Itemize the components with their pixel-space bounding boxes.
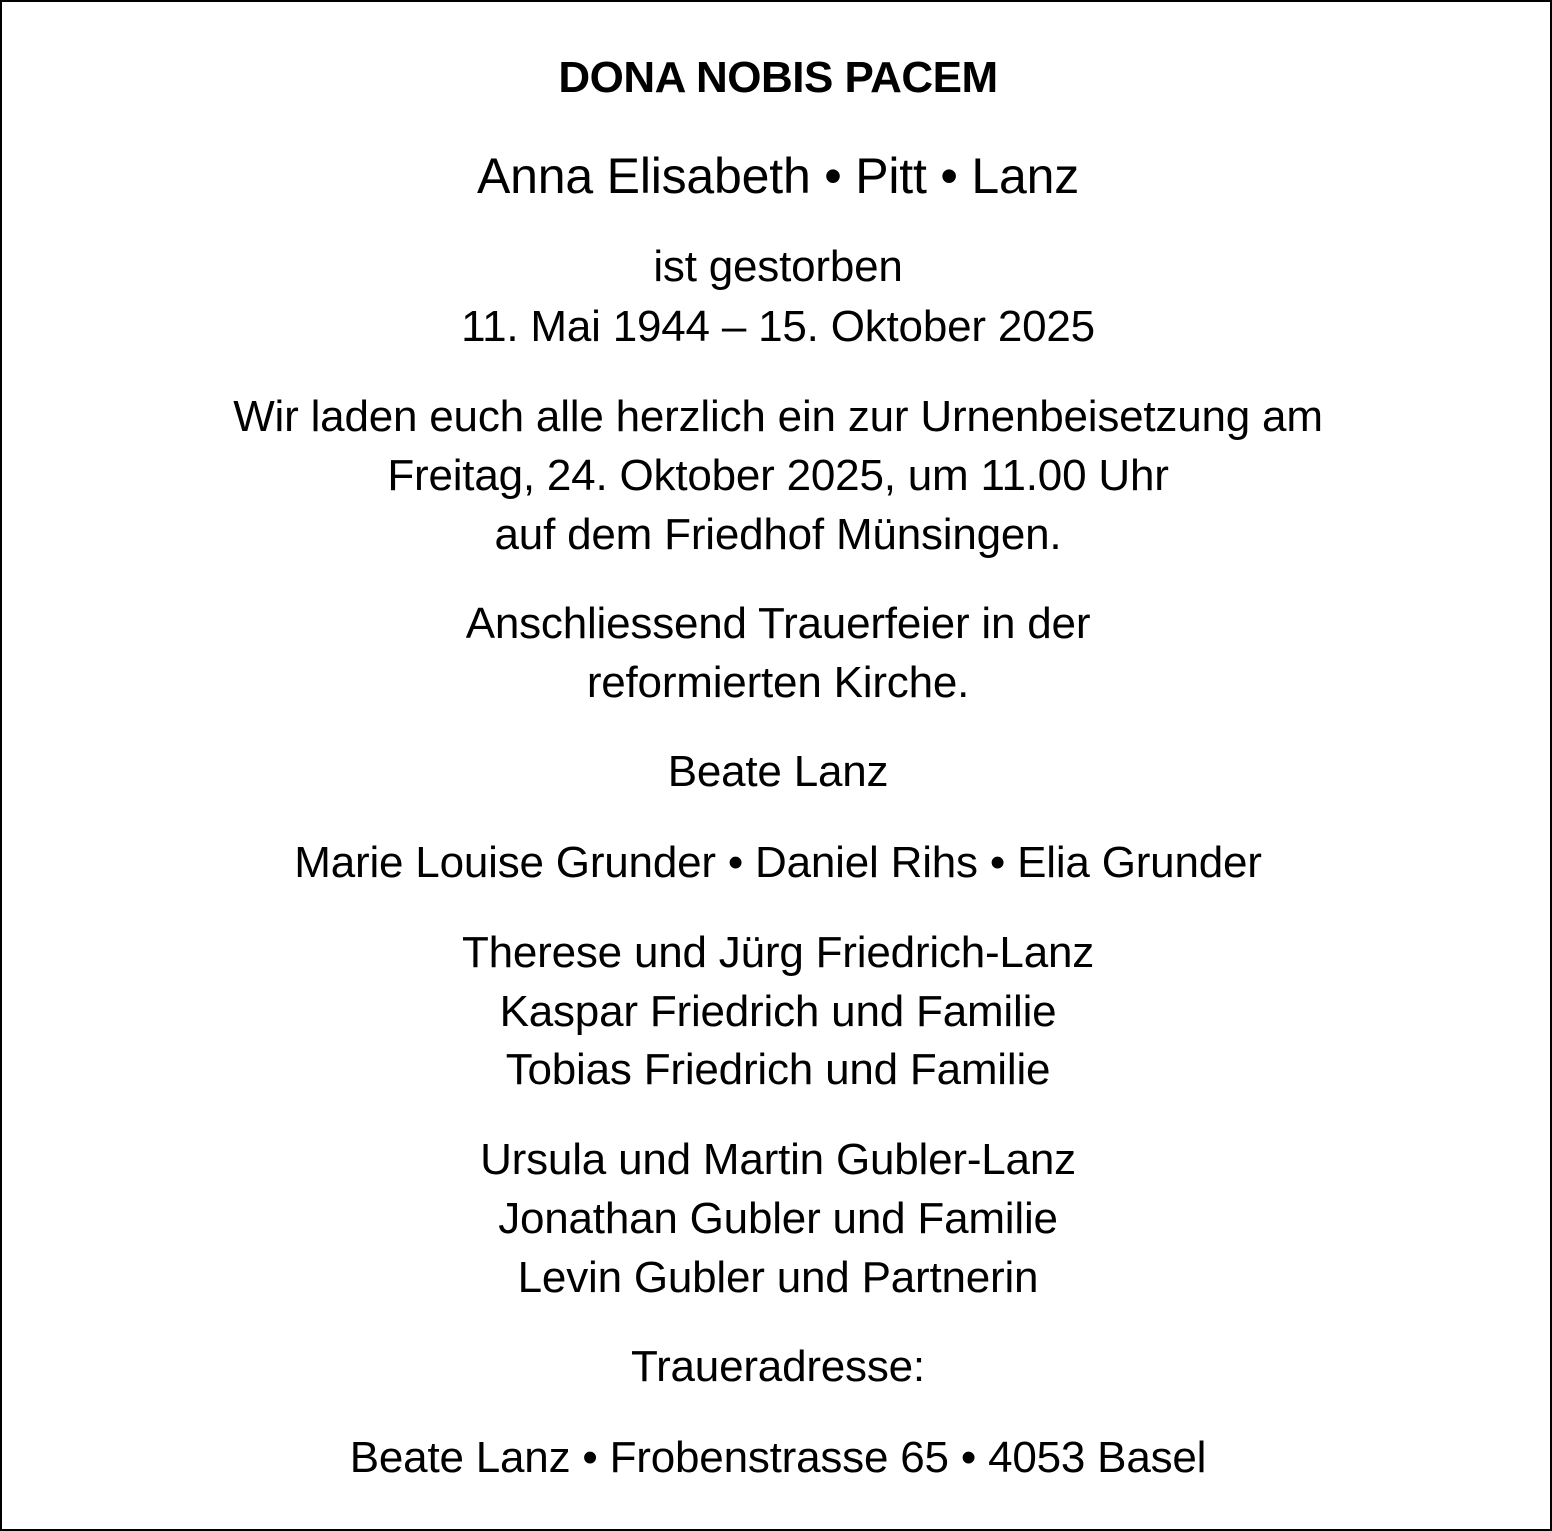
invitation-line-2: Freitag, 24. Oktober 2025, um 11.00 Uhr <box>387 451 1169 500</box>
ceremony-line-1: Anschliessend Trauerfeier in der <box>465 599 1091 648</box>
notice-heading: DONA NOBIS PACEM <box>558 53 998 102</box>
died-label: ist gestorben <box>653 242 903 291</box>
mourner-line: Tobias Friedrich und Familie <box>505 1045 1051 1094</box>
mourner-line: Therese und Jürg Friedrich-Lanz <box>461 928 1095 977</box>
mourner-line: Levin Gubler und Partnerin <box>517 1253 1039 1302</box>
life-dates: 11. Mai 1944 – 15. Oktober 2025 <box>461 302 1095 351</box>
invitation-line-3: auf dem Friedhof Münsingen. <box>494 510 1062 559</box>
mourner-line: Ursula und Martin Gubler-Lanz <box>480 1135 1076 1184</box>
mourner-line: Jonathan Gubler und Familie <box>498 1194 1058 1243</box>
ceremony-line-2: reformierten Kirche. <box>586 658 970 707</box>
invitation-line-1: Wir laden euch alle herzlich ein zur Urnenbeisetzung am <box>233 392 1323 441</box>
mourner-line: Marie Louise Grunder • Daniel Rihs • Elia Grunder <box>294 838 1262 887</box>
address-label: Traueradresse: <box>631 1342 925 1391</box>
deceased-name: Anna Elisabeth • Pitt • Lanz <box>477 148 1079 204</box>
mourner-line: Kaspar Friedrich und Familie <box>499 987 1057 1036</box>
mourner-line: Beate Lanz <box>667 747 889 796</box>
mourning-address: Beate Lanz • Frobenstrasse 65 • 4053 Basel <box>349 1433 1207 1482</box>
